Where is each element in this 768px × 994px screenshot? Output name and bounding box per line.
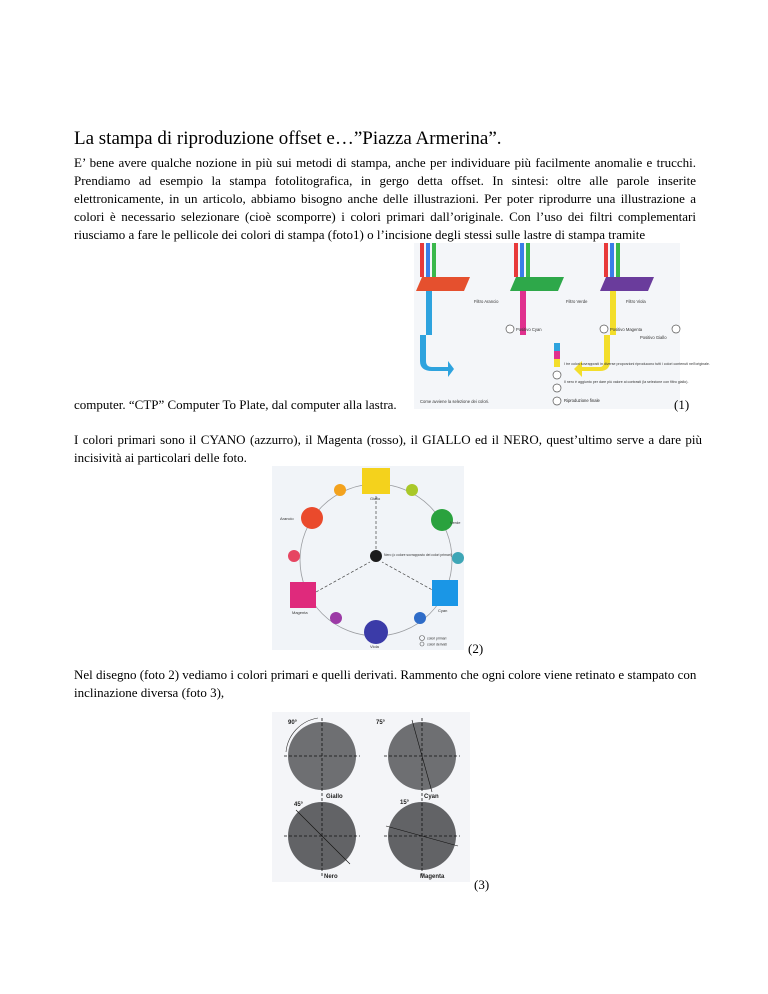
label-cyan: Cyan bbox=[438, 608, 448, 613]
label-giallo: Giallo bbox=[326, 794, 343, 800]
filter-label-2: Filtro Verde bbox=[566, 299, 588, 304]
label-verde: Verde bbox=[450, 520, 461, 525]
filter-label-3: Filtro Viola bbox=[626, 299, 646, 304]
paragraph-derived-colors: Nel disegno (foto 2) vediamo i colori primari e quelli derivati. Rammento che ogni colore viene retinato e stampato con inclinazione diversa (foto 3), bbox=[74, 667, 697, 700]
screen-angles-illustration bbox=[272, 712, 470, 882]
label-magenta: Magenta bbox=[292, 610, 308, 615]
magenta-square bbox=[290, 582, 316, 608]
figure-screen-angles bbox=[272, 712, 470, 882]
angle-15: 15° bbox=[400, 800, 410, 806]
note-overlay: I tre colori sovrapposti in diverse proporzioni riproducono tutti i colori contenuti nell'originale. bbox=[564, 362, 710, 366]
yellow-square bbox=[362, 468, 390, 494]
label-viola: Viola bbox=[370, 644, 379, 649]
positive-label-3: Positivo Giallo bbox=[640, 335, 667, 340]
positive-label-1: Positivo Cyan bbox=[516, 327, 542, 332]
paragraph-intro: E’ bene avere qualche nozione in più sui metodi di stampa, anche per individuare più facilmente anomalie e trucchi. Prendiamo ad esempio la stampa fotolitografica, in gergo detta offset. In sintesi: oltre alle parole inserite elettronicamente, in un articolo, abbiamo bisogno anche delle illustrazioni. Per poter riprodurre una illustrazione a colori è necessario selezionare (cioè scomporre) i colori primari dall’originale. Con l’uso dei filtri complementari riusciamo a fare le pellicole dei colori di stampa (foto1) o l’incisione degli stessi sulle lastre di stampa tramite bbox=[74, 155, 696, 242]
angle-90: 90° bbox=[288, 720, 298, 726]
note-black: Il nero è aggiunto per dare più valore ai contrasti (la selezione con filtro giallo). bbox=[564, 380, 689, 384]
label-arancio: Arancio bbox=[280, 516, 294, 521]
page-title: La stampa di riproduzione offset e…”Piazza Armerina”. bbox=[74, 128, 502, 149]
color-wheel-illustration bbox=[272, 466, 464, 650]
cyan-square bbox=[432, 580, 458, 606]
legend-primary: colori primari bbox=[427, 636, 447, 641]
caption-1: (1) bbox=[674, 397, 690, 412]
label-nero-note: Nero (o colore sovrapposto dei colori primari) bbox=[384, 553, 452, 557]
color-separation-illustration bbox=[414, 243, 710, 409]
figure-color-separation bbox=[414, 243, 710, 409]
figure1-inner-caption: Come avviene la selezione dei colori. bbox=[420, 399, 490, 404]
paragraph-intro-tail: computer. “CTP” Computer To Plate, dal computer alla lastra. bbox=[74, 397, 397, 412]
figure-color-wheel bbox=[272, 466, 464, 650]
caption-3: (3) bbox=[474, 877, 490, 892]
paragraph-primary-colors: I colori primari sono il CYANO (azzurro), il Magenta (rosso), il GIALLO ed il NERO, quest’ultimo serve a dare più incisività ai particolari delle foto. bbox=[74, 432, 702, 465]
filter-label-1: Filtro Arancio bbox=[474, 299, 499, 304]
legend-derived: colori derivati bbox=[427, 642, 447, 647]
label-magenta: Magenta bbox=[420, 874, 445, 880]
label-giallo: Giallo bbox=[370, 496, 381, 501]
positive-label-2: Positivo Magenta bbox=[610, 327, 643, 332]
caption-2: (2) bbox=[468, 641, 484, 656]
angle-75: 75° bbox=[376, 720, 386, 726]
angle-45: 45° bbox=[294, 802, 304, 808]
label-cyan: Cyan bbox=[424, 794, 439, 800]
final-reproduction-label: Riproduzione finale bbox=[564, 398, 600, 403]
label-nero: Nero bbox=[324, 874, 338, 880]
